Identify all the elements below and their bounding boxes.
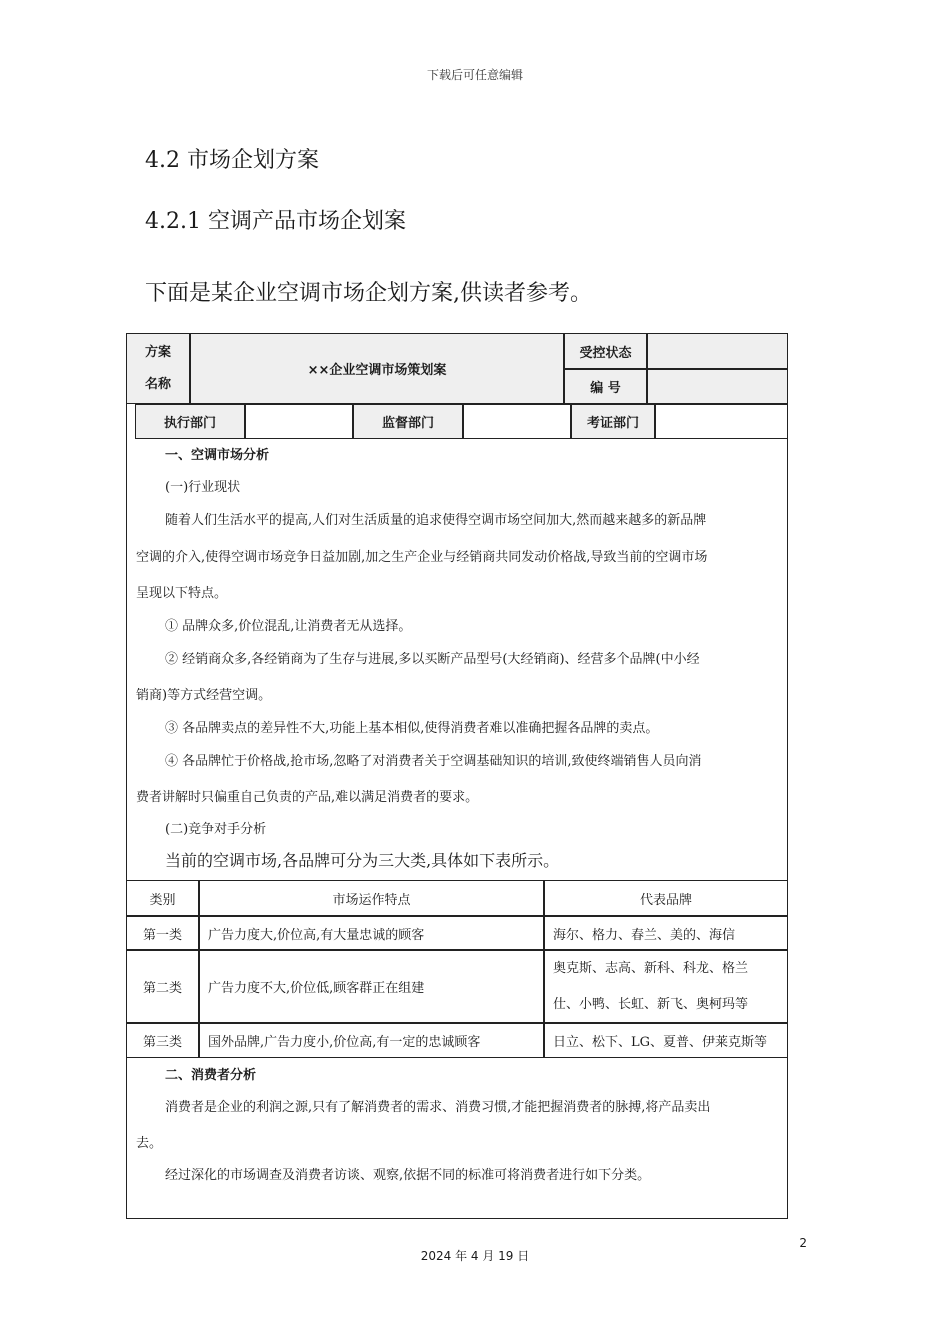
section-heading: 4.2 市场企划方案 (145, 148, 319, 173)
document-frame (126, 333, 788, 1219)
number-label: 编 号 (564, 369, 647, 404)
plan-name-line2: 名称 (144, 376, 171, 392)
subsection-industry: (一)行业现状 (165, 480, 241, 495)
plan-name-label (126, 333, 190, 404)
table-cell-brands: 日立、松下、LG、夏普、伊莱克斯等 (544, 1023, 788, 1058)
table-cell-feature: 国外品牌,广告力度小,价位高,有一定的忠诚顾客 (199, 1023, 544, 1058)
supervise-dept-value[interactable] (463, 404, 571, 439)
table-header-category: 类别 (126, 880, 199, 916)
plan-title-text: ××企业空调市场策划案 (307, 363, 447, 378)
paragraph-line: 消费者是企业的利润之源,只有了解消费者的需求、消费习惯,才能把握消费者的脉搏,将产品卖出 (165, 1100, 711, 1115)
supervise-dept-label: 监督部门 (353, 404, 463, 439)
table-cell-category: 第一类 (126, 916, 199, 950)
section-2-title: 二、消费者分析 (165, 1068, 257, 1083)
intro-paragraph: 下面是某企业空调市场企划方案,供读者参考。 (145, 281, 592, 306)
list-item: ③ 各品牌卖点的差异性不大,功能上基本相似,使得消费者难以准确把握各品牌的卖点。 (165, 721, 659, 736)
list-item: ④ 各品牌忙于价格战,抢市场,忽略了对消费者关于空调基础知识的培训,致使终端销售人员向消 (165, 754, 702, 769)
brands-line: 奥克斯、志高、新科、科龙、格兰 (553, 960, 749, 976)
exec-dept-label: 执行部门 (135, 404, 245, 439)
paragraph-line: 呈现以下特点。 (136, 586, 228, 601)
subsection-competitors: (二)竞争对手分析 (165, 822, 267, 837)
control-status-value[interactable] (647, 333, 788, 369)
plan-name-line1: 方案 (144, 344, 171, 360)
table-cell-feature: 广告力度不大,价位低,顾客群正在组建 (199, 950, 544, 1023)
paragraph-line: 去。 (136, 1136, 163, 1151)
paragraph-line: 当前的空调市场,各品牌可分为三大类,具体如下表所示。 (165, 851, 560, 870)
verify-dept-label: 考证部门 (571, 404, 655, 439)
number-value[interactable] (647, 369, 788, 404)
paragraph-line: 空调的介入,使得空调市场竞争日益加剧,加之生产企业与经销商共同发动价格战,导致当前的空调市场 (136, 550, 708, 565)
list-item: ① 品牌众多,价位混乱,让消费者无从选择。 (165, 619, 412, 634)
subsection-heading: 4.2.1 空调产品市场企划案 (145, 209, 406, 234)
plan-title (190, 333, 564, 404)
table-cell-brands: 海尔、格力、春兰、美的、海信 (544, 916, 788, 950)
page-number: 2 (799, 1236, 807, 1250)
section-1-title: 一、空调市场分析 (165, 448, 270, 463)
exec-dept-value[interactable] (245, 404, 353, 439)
table-cell-feature: 广告力度大,价位高,有大量忠诚的顾客 (199, 916, 544, 950)
list-item-continuation: 费者讲解时只偏重自己负责的产品,难以满足消费者的要求。 (136, 790, 479, 805)
table-cell-category: 第三类 (126, 1023, 199, 1058)
table-cell-brands (544, 950, 788, 1023)
table-header-feature: 市场运作特点 (199, 880, 544, 916)
control-status-label: 受控状态 (564, 333, 647, 369)
header-note: 下载后可任意编辑 (426, 68, 523, 82)
paragraph-line: 随着人们生活水平的提高,人们对生活质量的追求使得空调市场空间加大,然而越来越多的新品牌 (165, 513, 707, 528)
paragraph-line: 经过深化的市场调查及消费者访谈、观察,依据不同的标准可将消费者进行如下分类。 (165, 1168, 651, 1183)
footer-date: 2024 年 4 月 19 日 (420, 1249, 530, 1263)
verify-dept-value[interactable] (655, 404, 788, 439)
table-header-brands: 代表品牌 (544, 880, 788, 916)
list-item: ② 经销商众多,各经销商为了生存与进展,多以买断产品型号(大经销商)、经营多个品牌(中小经 (165, 652, 700, 667)
brands-line: 仕、小鸭、长虹、新飞、奥柯玛等 (553, 996, 749, 1012)
table-cell-category: 第二类 (126, 950, 199, 1023)
list-item-continuation: 销商)等方式经营空调。 (136, 688, 272, 703)
